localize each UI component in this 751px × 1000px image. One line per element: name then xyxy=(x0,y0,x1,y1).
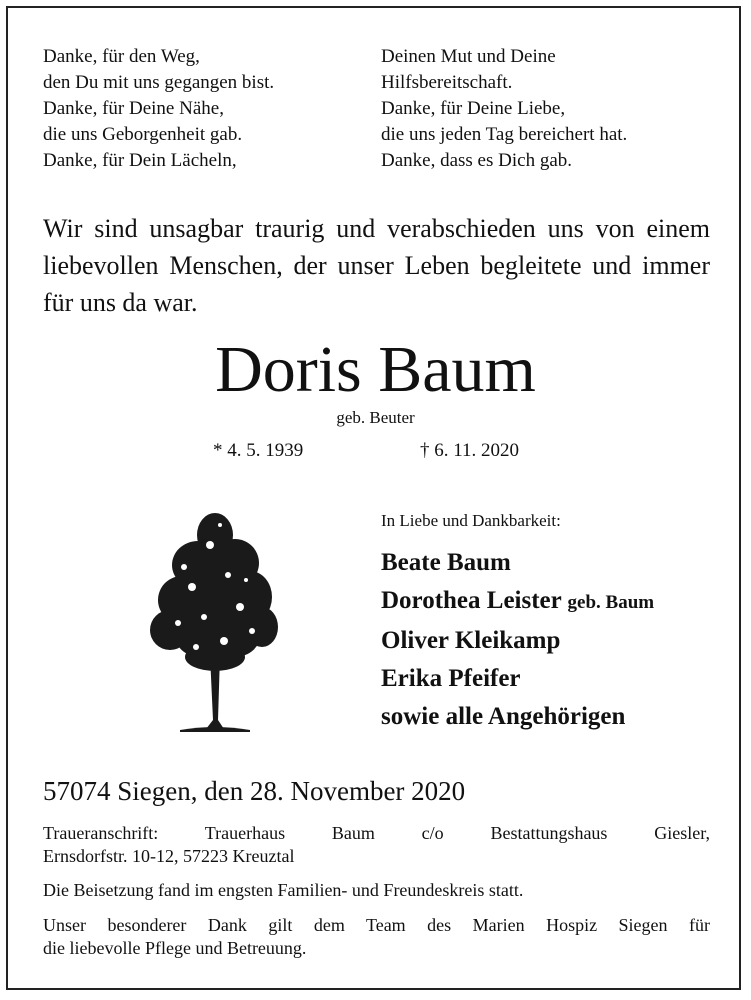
mourner-name xyxy=(381,582,654,622)
poem-line: die uns jeden Tag bereichert hat. xyxy=(381,124,628,145)
thanks-note xyxy=(43,914,710,960)
mourner-name-text: sowie alle Angehörigen xyxy=(381,703,626,730)
tree-icon xyxy=(140,505,290,735)
mourners-heading: In Liebe und Dankbarkeit: xyxy=(381,511,561,530)
mourner-name-text: Beate Baum xyxy=(381,549,511,576)
mourner-name xyxy=(381,660,654,698)
poem-line: Hilfsbereitschaft. xyxy=(381,72,513,93)
poem-line: Danke, für Dein Lächeln, xyxy=(43,150,237,171)
death-date: † 6. 11. 2020 xyxy=(420,440,520,461)
mourner-name-text: Oliver Kleikamp xyxy=(381,627,561,654)
intro-text: Wir sind unsagbar traurig und verabschieden uns von einem liebevollen Menschen, der unser Leben begleitete und immer für uns da war. xyxy=(43,214,710,317)
funeral-address xyxy=(43,822,710,868)
poem-line: den Du mit uns gegangen bist. xyxy=(43,72,275,93)
poem-line: die uns Geborgenheit gab. xyxy=(43,124,243,145)
poem-line: Danke, dass es Dich gab. xyxy=(381,150,573,171)
mourner-name-text: Dorothea Leister xyxy=(381,587,562,614)
thanks-line: Unser besonderer Dank gilt dem Team des Marien Hospiz Siegen für xyxy=(43,915,710,935)
thanks-line: die liebevolle Pflege und Betreuung. xyxy=(43,938,307,958)
place-date: 57074 Siegen, den 28. November 2020 xyxy=(43,776,466,806)
poem-line: Danke, für den Weg, xyxy=(43,46,200,67)
mourners-list xyxy=(381,544,654,736)
mourner-name-text: Erika Pfeifer xyxy=(381,665,521,692)
mourner-name xyxy=(381,544,654,582)
poem-line: Deinen Mut und Deine xyxy=(381,46,556,67)
mourner-name xyxy=(381,622,654,660)
poem-left-column xyxy=(43,44,274,174)
poem-line: Danke, für Deine Nähe, xyxy=(43,98,224,119)
burial-note: Die Beisetzung fand im engsten Familien- und Freundeskreis statt. xyxy=(43,880,524,900)
address-line: Ernsdorfstr. 10-12, 57223 Kreuztal xyxy=(43,846,295,866)
mourner-birth-name: geb. Baum xyxy=(567,592,655,613)
poem-line: Danke, für Deine Liebe, xyxy=(381,98,566,119)
birth-name: geb. Beuter xyxy=(336,408,415,427)
mourner-name xyxy=(381,698,654,736)
birth-date: * 4. 5. 1939 xyxy=(213,440,304,461)
deceased-name: Doris Baum xyxy=(215,333,536,406)
address-line: Traueranschrift: Trauerhaus Baum c/o Bestattungshaus Giesler, xyxy=(43,823,710,843)
poem-right-column xyxy=(381,44,627,174)
